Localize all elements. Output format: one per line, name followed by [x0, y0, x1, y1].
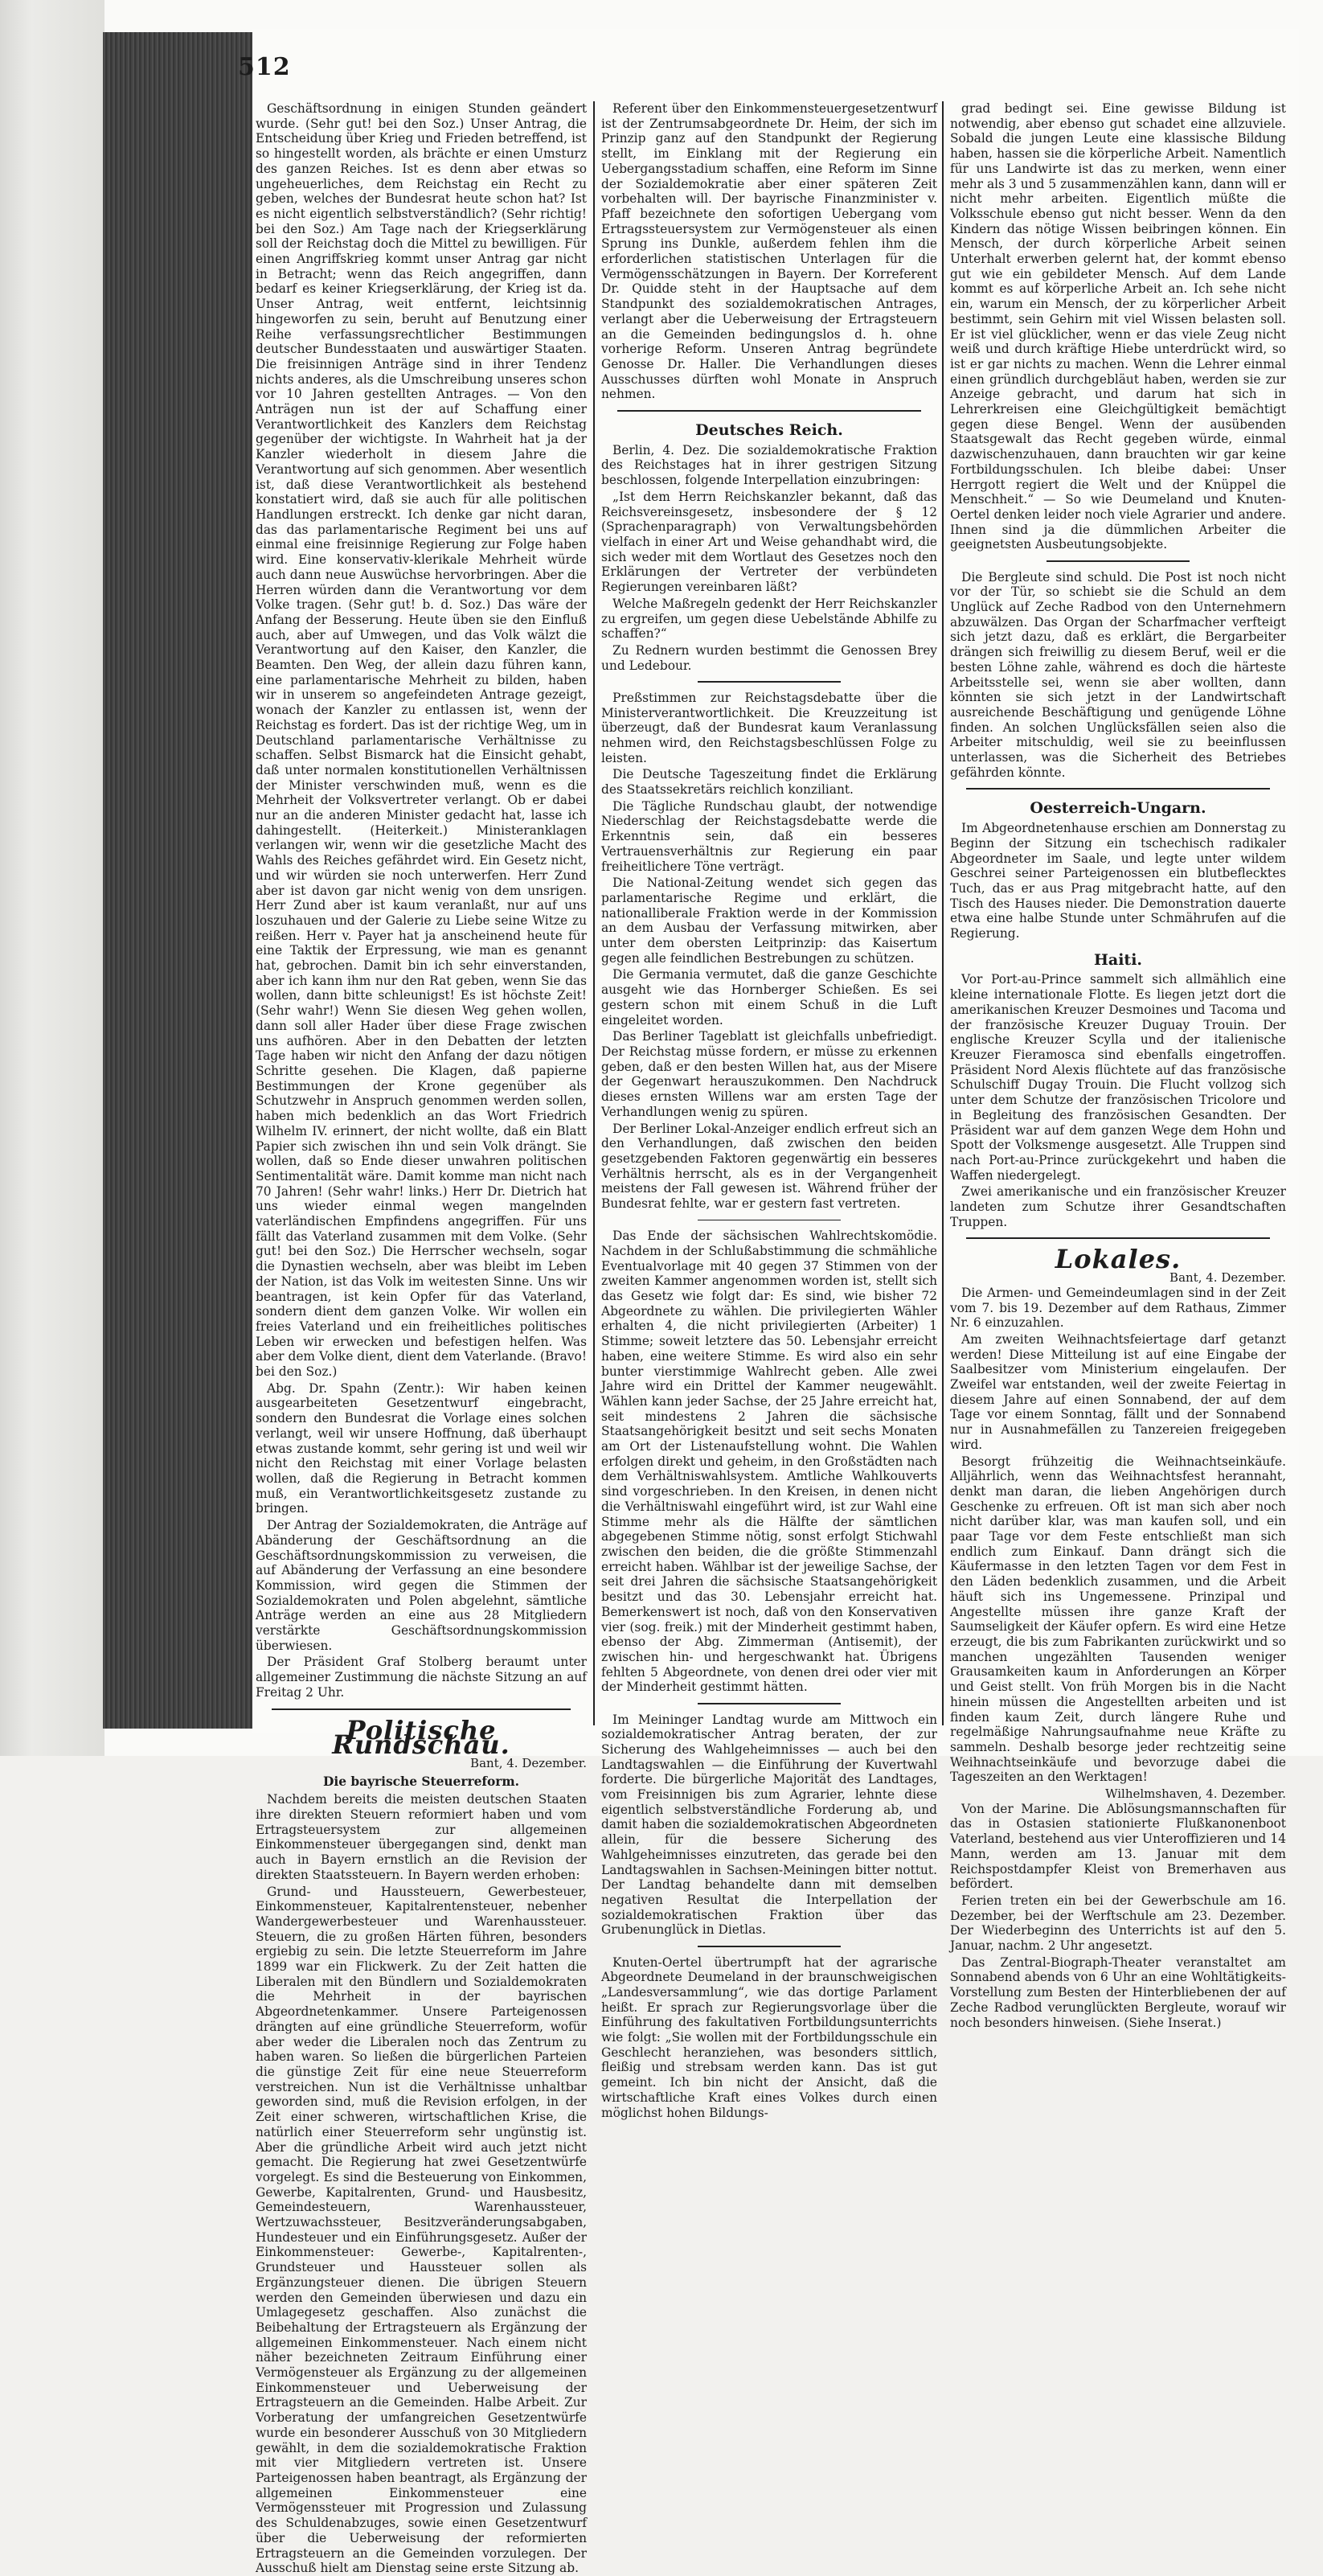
paragraph: Ferien treten ein bei der Gewerbschule am 16. Dezember, bei der Werftschule am 23. Dezember. Der Wiederbeginn des Unterrichts ist auf den 5. Januar, nachm. 2 Uhr angesetzt. [950, 1893, 1286, 1954]
paragraph: Der Antrag der Sozialdemokraten, die Anträge auf Abänderung der Geschäftsordnung an die Geschäftsordnungskommission zu verweisen, die auf Abänderung der Verfassung an eine besondere Kommission, wird gegen die Stimmen der Sozialdemokraten und Polen abgelehnt, sämtliche Anträge werden an eine aus 28 Mitgliedern verstärkte Geschäftsordnungskommission überwiesen. [256, 1518, 587, 1653]
section-divider [966, 788, 1270, 790]
section-heading-lokales: Lokales. [1055, 1244, 1182, 1275]
page-stack-edge [103, 32, 268, 1729]
article-heading-steuerreform: Die bayrische Steuerreform. [323, 1774, 519, 1789]
paragraph: Das Ende der sächsischen Wahlrechtskomödie. Nachdem in der Schlußabstimmung die schmähliche Eventualvorlage mit 40 gegen 37 Stimmen von der zweiten Kammer angenommen worden ist, stellt sich das Gesetz wie folgt dar: Es sind, wie bisher 72 Abgeordnete zu wählen. Die privilegierten Wähler erhalten 4, die nicht privilegierten (Arbeiter) 1 Stimme; soweit letztere das 50. Lebensjahr erreicht haben, eine weitere Stimme. Es wird also ein sehr bunter vierstimmige Wahlrecht geben. Alle zwei Jahre wird ein Drittel der Kammer neugewählt. Wählen kann jeder Sachse, der 25 Jahre erreicht hat, seit mindestens 2 Jahren die sächsische Staatsangehörigkeit besitzt und seit sechs Monaten am Ort der Listenaufstellung wohnt. Die Wahlen erfolgen direkt und geheim, in den Großstädten nach dem Verhältniswahlsystem. Amtliche Wahlkouverts sind vorgeschrieben. In den Kreisen, in denen nicht die Verhältniswahl eingeführt wird, ist zur Wahl eine Stimme mehr als die Hälfte der sämtlichen abgegebenen Stimme nötig, sonst erfolgt Stichwahl zwischen den beiden, die die größte Stimmenzahl erreicht haben. Wählbar ist der jeweilige Sachse, der seit drei Jahren die sächsische Staatsangehörigkeit besitzt und das 30. Lebensjahr erreicht hat. Bemerkenswert ist noch, daß von den Konservativen vier (sog. freik.) mit der Minderheit gestimmt haben, ebenso der Abg. Zimmerman (Antisemit), der zwischen hin- und hergeschwankt hat. Übrigens fehlten 5 Abgeordnete, von denen drei oder vier mit der Minderheit gestimmt hätten. [601, 1229, 937, 1695]
section-divider [617, 410, 921, 412]
dateline: Bant, 4. Dezember. [1169, 1270, 1286, 1286]
paragraph: Die Tägliche Rundschau glaubt, der notwendige Niederschlag der Reichstagsdebatte werde die Erkenntnis sein, daß ein besseres Vertrauensverhältnis zur Regierung ein paar freiheitlichere Töne verträgt. [601, 798, 937, 874]
paragraph: Besorgt frühzeitig die Weihnachtseinkäufe. Alljährlich, wenn das Weihnachtsfest herannaht, denkt man daran, die lieben Angehörigen durch Geschenke zu erfreuen. Oft ist man sich aber noch nicht darüber klar, was man kaufen soll, und ein paar Tage vor dem Feste entschließt man sich endlich zum Einkauf. Dann drängt sich die Käufermasse in den letzten Tagen vor dem Fest in den Läden bedenklich zusammen, und die Arbeit häuft sich ins Ungemessene. Prinzipal und Angestellte müssen ihre ganze Kraft der Saumseligkeit der Käufer opfern. Es wird eine Hetze erzeugt, die bis zum Fabrikanten zurückwirkt und so manchen ungezählten Tausenden weniger Grausamkeiten kaum in Anforderungen an Körper und Geist stellt. Von früh Morgen bis in die Nacht hinein müssen die Angestellten arbeiten und ist finden kaum Zeit, durch längere Ruhe und regelmäßige Nahrungsaufnahme neue Kräfte zu sammeln. Deshalb besorge jeder rechtzeitig seine Weihnachtseinkäufe und bevorzuge dabei die Tageszeiten an den Werktagen! [950, 1454, 1286, 1785]
paragraph: Nachdem bereits die meisten deutschen Staaten ihre direkten Steuern reformiert haben und vom Ertragsteuersystem zur allgemeinen Einkommensteuer übergegangen sind, denkt man auch in Bayern ernstlich an die Revision der direkten Staatssteuern. In Bayern werden erhoben: [256, 1792, 587, 1882]
dateline: Wilhelmshaven, 4. Dezember. [1105, 1786, 1286, 1802]
paragraph: Zu Rednern wurden bestimmt die Genossen Brey und Ledebour. [601, 642, 937, 673]
paragraph: Von der Marine. Die Ablösungsmannschaften für das in Ostasien stationierte Flußkanonenboot Vaterland, bestehend aus vier Unteroffizieren und 14 Mann, werden am 13. Januar mit dem Reichspostdampfer Kleist von Bremerhaven aus befördert. [950, 1801, 1286, 1892]
paragraph: Die Armen- und Gemeindeumlagen sind in der Zeit vom 7. bis 19. Dezember auf dem Rathaus, Zimmer Nr. 6 einzuzahlen. [950, 1285, 1286, 1331]
paragraph: Die Bergleute sind schuld. Die Post ist noch nicht vor der Tür, so schiebt sie die Schuld an dem Unglück auf Zeche Radbod von den Unternehmern abzuwälzen. Das Organ der Scharfmacher verfteigt sich jetzt dazu, daß es erklärt, die Bergarbeiter drängen sich freiwillig zu diesem Beruf, weil er die besten Löhne zahle, während es doch die härteste Arbeitsstelle sei, wenn sie aber wollten, dann könnten sie sich jetzt in der Landwirtschaft ausreichende Beschäftigung und genügende Löhne finden. An solchen Unglücksfällen seien also die Arbeiter mitschuldig, weil sie zu beeinflussen unterlassen, was die Sicherheit des Betriebes gefährden könnte. [950, 569, 1286, 780]
item-divider [1047, 560, 1190, 562]
paragraph: Referent über den Einkommensteuergesetzentwurf ist der Zentrumsabgeordnete Dr. Heim, der sich im Prinzip ganz auf den Standpunkt der Regierung stellt, im Einklang mit der Regierung ein Uebergangsstadium schaffen, eine Reform im Sinne der Sozialdemokratie aber einer späteren Zeit vorbehalten will. Der bayrische Finanzminister v. Pfaff bezeichnete den sofortigen Uebergang vom Ertragssteuersystem zur Vermögensteuer als einen Sprung ins Dunkle, außerdem fehlen ihm die erforderlichen statistischen Unterlagen für die Vermögensschätzungen in Bayern. Der Korreferent Dr. Quidde steht in der Hauptsache auf dem Standpunkt des sozialdemokratischen Antrages, verlangt aber die Ueberweisung der Ertragsteuern an die Gemeinden bedingungslos d. h. ohne vorherige Reform. Unseren Antrag begründete Genosse Dr. Haller. Die Verhandlungen dieses Ausschusses dürften wohl Monate in Anspruch nehmen. [601, 101, 937, 402]
paragraph: „Ist dem Herrn Reichskanzler bekannt, daß das Reichsvereinsgesetz, insbesondere der § 12 (Sprachenparagraph) von Verwaltungsbehörden vielfach in einer Art und Weise gehandhabt wird, die sich weder mit dem Wortlaut des Gesetzes noch den Erklärungen der Vertreter der verbündeten Regierungen vereinbaren läßt? [601, 489, 937, 595]
paragraph: Die Deutsche Tageszeitung findet die Erklärung des Staatssekretärs reichlich konziliant. [601, 767, 937, 798]
paragraph: Abg. Dr. Spahn (Zentr.): Wir haben keinen ausgearbeiteten Gesetzentwurf eingebracht, sondern den Bundesrat die Vorlage eines solchen verlangt, weil wir unsere Hoffnung, daß überhaupt etwas zustande kommt, sehr gering ist und weil wir nicht den Reichstag mit einer Vorlage belasten wollen, daß die Regierung in Betracht kommen muß, ein Verantwortlichkeitsgesetz zustande zu bringen. [256, 1380, 587, 1516]
section-heading-haiti: Haiti. [1093, 950, 1143, 969]
paragraph: Im Abgeordnetenhause erschien am Donnerstag zu Beginn der Sitzung ein tschechisch radikaler Abgeordneter im Saale, und legte unter wildem Geschrei seiner Parteigenossen ein blutbeflecktes Tuch, das er aus Prag mitgebracht hatte, auf den Tisch des Hauses nieder. Die Demonstration dauerte etwa eine halbe Stunde unter Schmährufen auf die Regierung. [950, 821, 1286, 941]
item-divider [698, 1220, 841, 1221]
paragraph: Vor Port-au-Prince sammelt sich allmählich eine kleine internationale Flotte. Es liegen jetzt dort die amerikanischen Kreuzer Desmoines und Tacoma und der französische Kreuzer Duguay Trouin. Der englische Kreuzer Scylla und der italienische Kreuzer Fieramosca sind ebenfalls eingetroffen. Präsident Nord Alexis flüchtete auf das französische Schulschiff Dugay Trouin. Die Flucht vollzog sich unter dem Schutze der französischen Tricolore und in Begleitung des französischen Gesandten. Der Präsident war auf dem ganzen Wege dem Hohn und Spott der Volksmenge ausgesetzt. Alle Truppen sind nach Port-au-Prince zurückgekehrt und haben die Waffen niedergelegt. [950, 972, 1286, 1183]
paragraph: Am zweiten Weihnachtsfeiertage darf getanzt werden! Diese Mitteilung ist auf eine Eingabe der Saalbesitzer vom Ministerium eingelaufen. Der Zweifel war entstanden, weil der zweite Feiertag in diesem Jahre auf einen Sonnabend, der auf dem Tage vor einem Sonntag, fällt und der Sonnabend nur in Ausnahmefällen zu Tanzereien freigegeben wird. [950, 1331, 1286, 1452]
paragraph: Der Berliner Lokal-Anzeiger endlich erfreut sich an den Verhandlungen, daß zwischen den beiden gesetzgebenden Faktoren gegenwärtig ein besseres Verhältnis herrscht, als es in der Vergangenheit meistens der Fall gewesen ist. Während früher der Bundesrat fehlte, war er gestern fast vertreten. [601, 1121, 937, 1212]
page-number: 512 [238, 53, 291, 81]
column-middle [601, 101, 937, 2120]
section-divider [272, 1708, 571, 1710]
paragraph: grad bedingt sei. Eine gewisse Bildung ist notwendig, aber ebenso gut schadet eine allzuviele. Sobald die jungen Leute eine klassische Bildung haben, hassen sie die körperliche Arbeit. Namentlich für uns Landwirte ist das zu merken, wenn einer mehr als 3 und 5 zusammenzählen kann, dann will er nicht mehr arbeiten. Eigentlich müßte die Volksschule ebenso gut nicht besser. Wenn da den Kindern das nötige Wissen beibringen können. Ein Mensch, der durch körperliche Arbeit seinen Unterhalt erwerben gelernt hat, der kommt ebenso gut wie ein gebildeter Mensch. Auf dem Lande kommt es auf körperliche Arbeit an. Ich sehe nicht ein, warum ein Mensch, der zu körperlicher Arbeit bestimmt, sein Gehirn mit viel Wissen belasten soll. Er ist viel glücklicher, wenn er das viele Zeug nicht weiß und durch kräftige Hiebe unterdrückt wird, so ist er gar nichts zu machen. Wenn die Lehrer einmal einen gründlich durchgebläut haben, werden sie zur Anzeige gebracht, und darum hat sich in Lehrerkreisen eine Gleichgültigkeit bemächtigt gegen diese Bengel. Wenn der ausübenden Staatsgewalt das Recht gegeben würde, einmal dazwischenzuhauen, dann brauchten wir gar keine Fortbildungsschulen. Ich bleibe dabei: Unser Herrgott regiert die Welt und der Knüppel die Menschheit.“ — So wie Deumeland und Knuten-Oertel denken leider noch viele Agrarier und andere. Ihnen sind ja die dümmlichen Arbeiter die geeignetsten Ausbeutungsobjekte. [950, 101, 1286, 552]
item-divider [698, 681, 841, 683]
paragraph: Berlin, 4. Dez. Die sozialdemokratische Fraktion des Reichstages hat in ihrer gestrigen Sitzung beschlossen, folgende Interpellation einzubringen: [601, 442, 937, 488]
reichstag-report [256, 101, 587, 1700]
binding-margin [0, 0, 104, 1756]
section-heading-politische-rundschau: Politische Rundschau. [332, 1714, 510, 1761]
column-right [950, 101, 1286, 2030]
paragraph: Das Zentral-Biograph-Theater veranstaltet am Sonnabend abends von 6 Uhr an eine Wohltätigkeits-Vorstellung zum Besten der Hinterbliebenen der auf Zeche Radbod verunglückten Bergleute, worauf wir noch besonders hinweisen. (Siehe Inserat.) [950, 1955, 1286, 2030]
dateline: Bant, 4. Dezember. [470, 1755, 587, 1770]
paragraph: Geschäftsordnung in einigen Stunden geändert wurde. (Sehr gut! bei den Soz.) Unser Antrag, die Entscheidung über Krieg und Frieden betreffend, ist so hingestellt worden, als brächte er einen Umsturz des ganzen Reiches. Ist es denn aber etwas so ungeheuerliches, dem Reichstag ein Recht zu geben, welches der Bundesrat heute schon hat? Ist es nicht eigentlich selbstverständlich? (Sehr richtig! bei den Soz.) Am Tage nach der Kriegserklärung soll der Reichstag doch die Mittel zu bewilligen. Für einen Angriffskrieg kommt unser Antrag gar nicht in Betracht; wenn das Reich angegriffen, dann bedarf es keiner Kriegserklärung, der Krieg ist da. Unser Antrag, weit entfernt, leichtsinnig hingeworfen zu sein, beruht auf Benutzung einer Reihe verfassungsrechtlicher Bestimmungen deutscher Bundesstaaten und auswärtiger Staaten. Die freisinnigen Anträge sind in ihrer Tendenz nichts anderes, als die Umschreibung unseres schon vor 10 Jahren gestellten Antrages. — Von den Anträgen nun ist der auf Schaffung einer Verantwortlichkeit des Kanzlers dem Reichstag gegenüber der wichtigste. In Wahrheit hat ja der Kanzler wiederholt in diesem Jahre die Verantwortung auf sich genommen. Aber wesentlich ist, daß diese Verantwortlichkeit als bestehend konstatiert wird, daß sie auch für alle politischen Handlungen erstreckt. Ich denke gar nicht daran, das das parlamentarische Regiment bei uns auf einmal eine freisinnige Regierung zur Folge haben wird. Eine konservativ-klerikale Mehrheit würde auch dann neue Auswüchse hervorbringen. Aber die Herren würden dann die Verantwortung vor dem Volke tragen. (Sehr gut! b. d. Soz.) Das wäre der Anfang der Besserung. Heute üben sie den Einfluß auch, aber auf Umwegen, und das Volk wälzt die Verantwortung auf den Kaiser, den Kanzler, die Beamten. Den Weg, der allein dazu führen kann, eine parlamentarische Mehrheit zu bilden, haben wir in unserem so angefeindeten Antrage gezeigt, wonach der Kanzler zu entlassen ist, wenn der Reichstag es fordert. Das ist der richtige Weg, um in Deutschland parlamentarische Verhältnisse zu schaffen. Selbst Bismarck hat die Einsicht gehabt, daß unter normalen konstitutionellen Verhältnissen der Minister verschwinden muß, wenn es die Mehrheit der Volksvertreter verlangt. Ob er dabei nur an die anderen Minister gedacht hat, lasse ich dahingestellt. (Heiterkeit.) Ministeranklagen verlangen wir, wenn wir die gesetzliche Macht des Wahls des Reiches gefährdet wird. Ein Gesetz nicht, und wir würden sie noch unterwerfen. Herr Zund aber ist davon gar nicht wenig von dem unsrigen. Herr Zund aber ist kaum veranlaßt, nur auf uns loszuhauen und der Galerie zu Liebe seine Witze zu reißen. Herr v. Payer hat ja anscheinend heute für eine Taktik der Erpressung, wie man es genannt hat, gebrochen. Damit bin ich sehr einverstanden, aber ich kann ihm nur den Rat geben, wenn Sie das wollen, dann bitte schleunigst! Es ist höchste Zeit! (Sehr wahr!) Wenn Sie diesen Weg gehen wollen, dann soll aller Hader über diese Frage zwischen uns aufhören. Aber in den Debatten der letzten Tage haben wir nicht den Anfang der dazu nötigen Schritte gesehen. Die Klagen, daß papierne Bestimmungen der Krone gegenüber als Schutzwehr in Anspruch genommen werden sollen, haben mich bedenklich an das Wort Friedrich Wilhelm IV. erinnert, der nicht wollte, daß ein Blatt Papier sich zwischen ihn und sein Volk drängt. Sie wollen, daß so Ende dieser unwahren politischen Sentimentalität wäre. Damit komme man nicht nach 70 Jahren! (Sehr wahr! links.) Herr Dr. Dietrich hat uns wieder einmal wegen mangelnden vaterländischen Empfindens angegriffen. Für uns fällt das Vaterland zusammen mit dem Volke. (Sehr gut! bei den Soz.) Die Herrscher wechseln, sogar die Dynastien wechseln, aber was bleibt im Leben der Nation, ist das Volk im weitesten Sinne. Uns wir beantragen, ist kein Opfer für das Vaterland, sondern dient dem ganzen Volke. Wir wollen ein freies Vaterland und ein freiheitliches politisches Leben wir erwecken und befestigen helfen. Was aber dem Volke dient, dient dem Vaterlande. (Bravo! bei den Soz.) [256, 101, 587, 1380]
paragraph: Die Germania vermutet, daß die ganze Geschichte ausgeht wie das Hornberger Schießen. Es sei gestern schon mit einem Schuß in die Luft eingeleitet worden. [601, 967, 937, 1028]
column-left [256, 101, 587, 2576]
paragraph: Der Präsident Graf Stolberg beraumt unter allgemeiner Zustimmung die nächste Sitzung an auf Freitag 2 Uhr. [256, 1655, 587, 1700]
item-divider [698, 1946, 841, 1947]
item-divider [698, 1703, 841, 1704]
paragraph: Die National-Zeitung wendet sich gegen das parlamentarische Regime und erklärt, die nationalliberale Fraktion werde in der Kommission an dem Ausbau der Verfassung mitwirken, aber unter dem obersten Leitprinzip: das Kaisertum gegen alle feindlichen Bestrebungen zu schützen. [601, 876, 937, 966]
section-divider [966, 1237, 1270, 1239]
column-rule-2 [942, 101, 944, 1725]
paragraph: Grund- und Haussteuern, Gewerbesteuer, Einkommensteuer, Kapitalrentensteuer, nebenher Wandergewerbesteuer und Warenhaussteuer. Steuern, die zu großen Härten führen, besonders ergiebig zu sein. Die letzte Steuerreform im Jahre 1899 war ein Flickwerk. Zu der Zeit hatten die Liberalen mit den Bündlern und Sozialdemokraten die Mehrheit in der bayrischen Abgeordnetenkammer. Unsere Parteigenossen drängten auf eine gründliche Steuerreform, wofür aber weder die Liberalen noch das Zentrum zu haben waren. So ließen die bürgerlichen Parteien die günstige Zeit für eine neue Steuerreform verstreichen. Nun ist die Verhältnisse unhaltbar geworden sind, muß die Revision erfolgen, in der Zeit einer schweren, wirtschaftlichen Krise, die natürlich einer Steuerreform sehr ungünstig ist. Aber die gründliche Arbeit wird auch jetzt nicht gemacht. Die Regierung hat zwei Gesetzentwürfe vorgelegt. Es sind die Besteuerung von Einkommen, Gewerbe, Kapitalrenten, Grund- und Hausbesitz, Gemeindesteuern, Warenhaussteuer, Wertzuwachssteuer, Besitzveränderungsabgaben, Hundesteuer und ein Einführungsgesetz. Außer der Einkommensteuer: Gewerbe-, Kapitalrenten-, Grundsteuer und Haussteuer sollen als Ergänzungsteuer dienen. Die übrigen Steuern werden den Gemeinden überwiesen und dazu ein Umlagegesetz geschaffen. Also zunächst die Beibehaltung der Ertragsteuern als Ergänzung der allgemeinen Einkommensteuer. Nach einem nicht näher bezeichneten Zeitraum Einführung einer Vermögensteuer als Ergänzung zu der allgemeinen Einkommensteuer und Ueberweisung der Ertragsteuern an die Gemeinden. Halbe Arbeit. Zur Vorberatung der umfangreichen Gesetzentwürfe wurde ein besonderer Ausschuß von 30 Mitgliedern gewählt, in dem die sozialdemokratische Fraktion mit vier Mitgliedern vertreten ist. Unsere Parteigenossen haben beantragt, als Ergänzung der allgemeinen Einkommensteuer eine Vermögenssteuer mit Progression und Zulassung des Schuldenabzuges, sowie einen Gesetzentwurf über die Ueberweisung der reformierten Ertragsteuern an die Gemeinden vorzulegen. Der Ausschuß hielt am Dienstag seine erste Sitzung ab. [256, 1884, 587, 2576]
paragraph: Das Berliner Tageblatt ist gleichfalls unbefriedigt. Der Reichstag müsse fordern, er müsse zu erkennen geben, daß er den besten Willen hat, aus der Misere der Gegenwart herauszukommen. Den Nachdruck dieses ernsten Willens war am ersten Tage der Verhandlungen wenig zu spüren. [601, 1029, 937, 1119]
column-rule-1 [593, 101, 595, 1725]
paragraph: Welche Maßregeln gedenkt der Herr Reichskanzler zu ergreifen, um gegen diese Uebelstände Abhilfe zu schaffen?“ [601, 596, 937, 642]
paragraph: Im Meininger Landtag wurde am Mittwoch ein sozialdemokratischer Antrag beraten, der zur Sicherung des Wahlgeheimnisses — auch bei den Landtagswahlen — die Einführung der Kuvertwahl forderte. Die bürgerliche Majorität des Landtages, vom Freisinnigen bis zum Agrarier, lehnte diese eigentlich selbstverständliche Forderung ab, und damit haben die sozialdemokratischen Abgeordneten allein, für die bessere Sicherung des Wahlgeheimnisses einzutreten, das gerade bei den Landtagswahlen in Sachsen-Meiningen bitter nottut. Der Landtag behandelte dann mit demselben negativen Resultat die Interpellation der sozialdemokratischen Fraktion über das Grubenunglück in Dietlas. [601, 1712, 937, 1938]
paragraph: Zwei amerikanische und ein französischer Kreuzer landeten zum Schutze ihrer Gesandtschaften Truppen. [950, 1184, 1286, 1229]
paragraph: Preßstimmen zur Reichstagsdebatte über die Ministerverantwortlichkeit. Die Kreuzzeitung ist überzeugt, daß der Bundesrat kaum Veranlassung nehmen wird, den Reichstagsbeschlüssen Folge zu leisten. [601, 690, 937, 765]
paragraph: Knuten-Oertel übertrumpft hat der agrarische Abgeordnete Deumeland in der braunschweigischen „Landesversammlung“, wie das dortige Parlament heißt. Er sprach zur Regierungsvorlage über die Einführung des fakultativen Fortbildungsunterrichts wie folgt: „Sie wollen mit der Fortbildungsschule ein Geschlecht heranziehen, was besonders sittlich, fleißig und strebsam werden kann. Das ist gut gemeint. Ich bin nicht der Ansicht, daß die wirtschaftliche Kraft eines Volkes durch einen möglichst hohen Bildungs- [601, 1955, 937, 2120]
section-heading-deutsches-reich: Deutsches Reich. [695, 421, 843, 440]
section-heading-oesterreich-ungarn: Oesterreich-Ungarn. [1030, 799, 1206, 818]
